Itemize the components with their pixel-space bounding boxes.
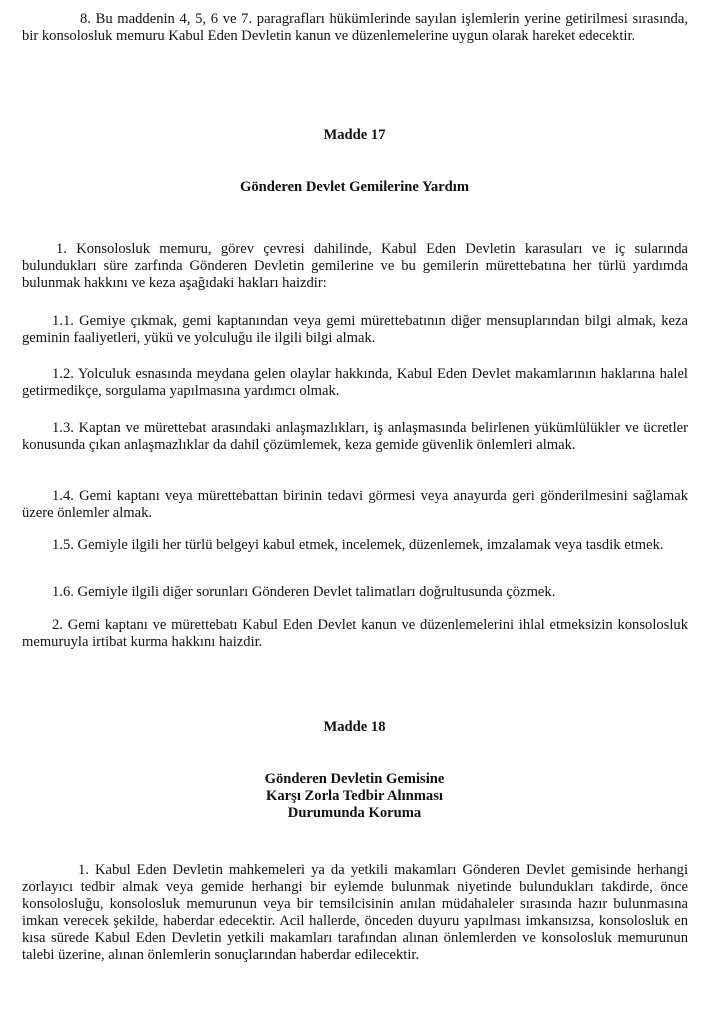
article-17-number: Madde 17 bbox=[323, 127, 386, 143]
article-18-title-line: Karşı Zorla Tedbir Alınması bbox=[266, 788, 443, 804]
article-17-item-1-1: 1.1. Gemiye çıkmak, gemi kaptanından veya gemi mürettebatının diğer mensuplarından bilgi almak, keza geminin faaliyetleri, yükü ve yolculuğu ile ilgili bilgi almak. bbox=[22, 313, 688, 346]
paragraph-8: 8. Bu maddenin 4, 5, 6 ve 7. paragrafları hükümlerinde sayılan işlemlerin yerine getirilmesi sırasında, bir konsolosluk memuru Kabul Eden Devletin kanun ve düzenlemelerine uygun olarak hareket edecektir. bbox=[22, 11, 688, 44]
article-17-item-1-6: 1.6. Gemiyle ilgili diğer sorunları Gönderen Devlet talimatları doğrultusunda çözmek. bbox=[52, 584, 556, 600]
article-17-item-1-2: 1.2. Yolculuk esnasında meydana gelen olaylar hakkında, Kabul Eden Devlet makamlarının haklarına halel getirmedikçe, sorgulama yapılmasına yardımcı olmak. bbox=[22, 366, 688, 399]
article-18-title bbox=[0, 771, 709, 822]
article-18-paragraph-1: 1. Kabul Eden Devletin mahkemeleri ya da yetkili makamları Gönderen Devlet gemisinde herhangi zorlayıcı tedbir almak veya gemide herhangi bir eylemde bulunmak niyetinde bulundukları takdirde, önce konsolosluğu, konsolosluk memurunun veya bir temsilcisinin anılan müdahaleler sırasında hazır bulunmasına imkan verecek şekilde, haberdar edecektir. Acil hallerde, önceden duyuru yapılması imkansızsa, konsolosluk en kısa sürede Kabul Eden Devletin yetkili makamları tarafından alınan önlemlerden ve konsolosluk memurunun talebi üzerine, alınan önlemlerin sonuçlarından haberdar edilecektir. bbox=[22, 862, 688, 963]
article-17-paragraph-2: 2. Gemi kaptanı ve mürettebatı Kabul Eden Devlet kanun ve düzenlemelerini ihlal etmeksizin konsolosluk memuruyla irtibat kurma hakkını haizdir. bbox=[22, 617, 688, 650]
article-17-item-1-5: 1.5. Gemiyle ilgili her türlü belgeyi kabul etmek, incelemek, düzenlemek, imzalamak veya tasdik etmek. bbox=[52, 537, 664, 553]
article-17-title: Gönderen Devlet Gemilerine Yardım bbox=[240, 179, 469, 195]
article-18-number: Madde 18 bbox=[323, 719, 386, 735]
article-17-item-1-4: 1.4. Gemi kaptanı veya mürettebattan birinin tedavi görmesi veya anayurda geri gönderilmesini sağlamak üzere önlemler almak. bbox=[22, 488, 688, 521]
article-17-item-1-3: 1.3. Kaptan ve mürettebat arasındaki anlaşmazlıkları, iş anlaşmasında belirlenen yükümlülükler ve ücretler konusunda çıkan anlaşmazlıklar da dahil çözümlemek, keza gemide güvenlik önlemleri almak. bbox=[22, 420, 688, 453]
article-17-paragraph-1: 1. Konsolosluk memuru, görev çevresi dahilinde, Kabul Eden Devletin karasuları ve iç sularında bulundukları süre zarfında Gönderen Devletin gemilerine ve bu gemilerin mürettebatına her türlü yardımda bulunmak hakkını ve keza aşağıdaki hakları haizdir: bbox=[22, 241, 688, 291]
article-18-title-line: Gönderen Devletin Gemisine bbox=[264, 771, 445, 787]
article-18-title-line: Durumunda Koruma bbox=[287, 805, 422, 821]
